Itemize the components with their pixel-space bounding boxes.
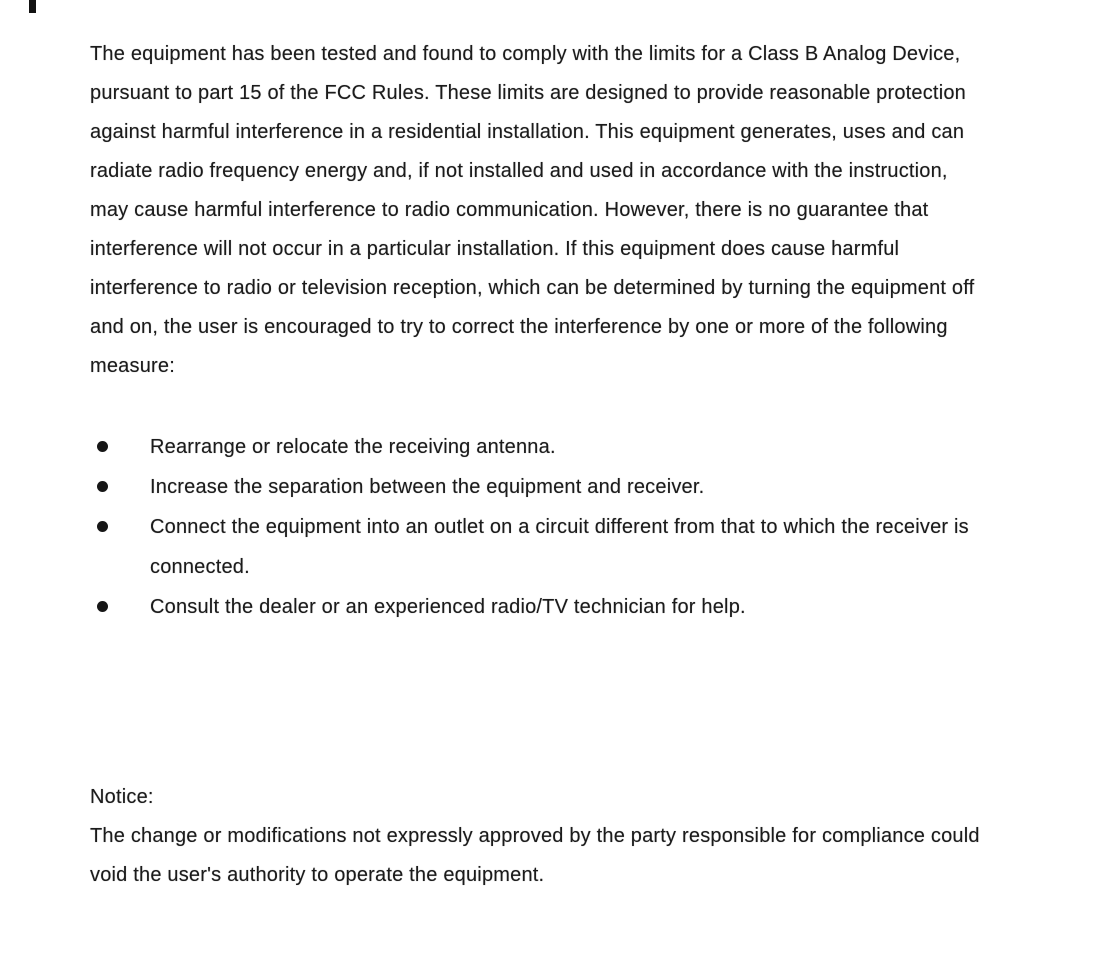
paragraph-line: may cause harmful interference to radio communication. However, there is no guarantee that bbox=[90, 199, 929, 221]
paragraph-line: interference to radio or television reception, which can be determined by turning the equipment off bbox=[90, 277, 975, 299]
bullet-icon bbox=[97, 601, 108, 612]
notice-line: The change or modifications not expressly approved by the party responsible for compliance could bbox=[90, 825, 980, 847]
bullet-line: Increase the separation between the equipment and receiver. bbox=[150, 476, 705, 498]
bullet-item-text bbox=[150, 587, 746, 627]
bullet-line: Connect the equipment into an outlet on a circuit different from that to which the receiver is bbox=[150, 516, 969, 538]
paragraph-line: against harmful interference in a residential installation. This equipment generates, uses and can bbox=[90, 121, 965, 143]
notice-section bbox=[90, 778, 1078, 895]
bullet-line: Rearrange or relocate the receiving antenna. bbox=[150, 436, 556, 458]
fcc-compliance-paragraph bbox=[90, 35, 1078, 386]
bullet-item bbox=[90, 427, 1078, 467]
paragraph-line: and on, the user is encouraged to try to correct the interference by one or more of the following bbox=[90, 316, 948, 338]
bullet-icon bbox=[97, 441, 108, 452]
corrective-measures-list bbox=[90, 427, 1078, 627]
bullet-line: Consult the dealer or an experienced radio/TV technician for help. bbox=[150, 596, 746, 618]
paragraph-line: interference will not occur in a particular installation. If this equipment does cause harmful bbox=[90, 238, 900, 260]
bullet-item bbox=[90, 467, 1078, 507]
scan-artifact-mark bbox=[29, 0, 36, 13]
bullet-item-text bbox=[150, 427, 556, 467]
bullet-item bbox=[90, 507, 1078, 587]
bullet-line: connected. bbox=[150, 556, 250, 578]
bullet-icon bbox=[97, 521, 108, 532]
paragraph-line: The equipment has been tested and found to comply with the limits for a Class B Analog Device, bbox=[90, 43, 961, 65]
notice-heading: Notice: bbox=[90, 786, 154, 808]
notice-line: void the user's authority to operate the equipment. bbox=[90, 864, 545, 886]
paragraph-line: radiate radio frequency energy and, if not installed and used in accordance with the instruction, bbox=[90, 160, 948, 182]
bullet-item-text bbox=[150, 467, 704, 507]
bullet-item-text bbox=[150, 507, 969, 587]
paragraph-line: pursuant to part 15 of the FCC Rules. These limits are designed to provide reasonable protection bbox=[90, 82, 966, 104]
bullet-item bbox=[90, 587, 1078, 627]
paragraph-line: measure: bbox=[90, 355, 175, 377]
bullet-icon bbox=[97, 481, 108, 492]
